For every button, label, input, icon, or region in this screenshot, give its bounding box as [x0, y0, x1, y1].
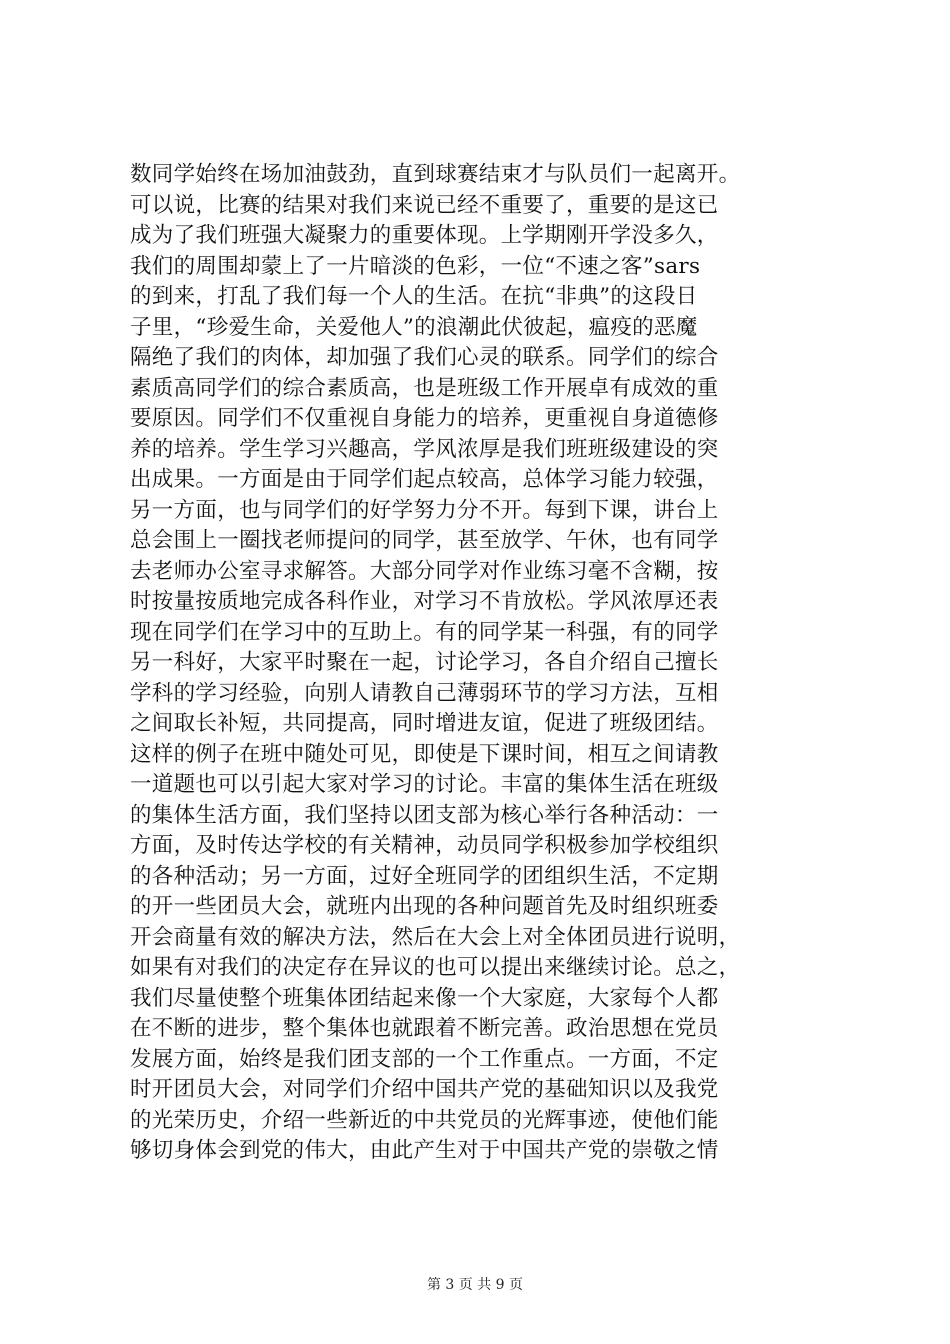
- text-line: 的开一些团员大会，就班内出现的各种问题首先及时组织班委: [130, 894, 719, 919]
- body-text: [130, 160, 830, 1167]
- text-line: 时按量按质地完成各科作业，对学习不肯放松。学风浓厚还表: [130, 589, 719, 614]
- text-line: 素质高同学们的综合素质高，也是班级工作开展卓有成效的重: [130, 375, 719, 401]
- text-line: 方面，及时传达学校的有关精神，动员同学积极参加学校组织: [130, 833, 719, 858]
- text-line: 现在同学们在学习中的互助上。有的同学某一科强，有的同学: [130, 619, 719, 645]
- text-line: 要原因。同学们不仅重视自身能力的培养，更重视自身道德修: [130, 406, 719, 431]
- text-line: 学科的学习经验，向别人请教自己薄弱环节的学习方法，互相: [130, 680, 719, 706]
- text-line: 出成果。一方面是由于同学们起点较高，总体学习能力较强，: [130, 467, 719, 492]
- text-line: 总会围上一圈找老师提问的同学，甚至放学、午休，也有同学: [130, 528, 719, 553]
- text-line: 如果有对我们的决定存在异议的也可以提出来继续讨论。总之，: [130, 955, 741, 980]
- text-line: 发展方面，始终是我们团支部的一个工作重点。一方面，不定: [130, 1046, 719, 1072]
- text-line: 可以说，比赛的结果对我们来说已经不重要了，重要的是这已: [130, 192, 719, 218]
- text-line: 时开团员大会，对同学们介绍中国共产党的基础知识以及我党: [130, 1077, 719, 1102]
- text-line: 之间取长补短，共同提高，同时增进友谊，促进了班级团结。: [130, 711, 719, 736]
- text-line: 我们的周围却蒙上了一片暗淡的色彩，一位“不速之客”sars: [130, 253, 701, 279]
- text-line: 够切身体会到党的伟大，由此产生对于中国共产党的崇敬之情: [130, 1138, 719, 1163]
- text-line: 的集体生活方面，我们坚持以团支部为核心举行各种活动：一: [130, 802, 719, 828]
- text-line: 这样的例子在班中随处可见，即使是下课时间，相互之间请教: [130, 741, 719, 767]
- text-line: 的到来，打乱了我们每一个人的生活。在抗“非典”的这段日: [130, 284, 698, 309]
- text-line: 隔绝了我们的肉体，却加强了我们心灵的联系。同学们的综合: [130, 345, 719, 370]
- text-line: 另一方面，也与同学们的好学努力分不开。每到下课，讲台上: [130, 497, 719, 523]
- text-line: 另一科好，大家平时聚在一起，讨论学习，各自介绍自己擅长: [130, 650, 719, 675]
- text-line: 一道题也可以引起大家对学习的讨论。丰富的集体生活在班级: [130, 772, 719, 797]
- text-line: 子里，“珍爱生命，关爱他人”的浪潮此伏彼起，瘟疫的恶魔: [130, 314, 698, 340]
- text-line: 开会商量有效的解决方法，然后在大会上对全体团员进行说明，: [130, 924, 741, 950]
- text-line: 去老师办公室寻求解答。大部分同学对作业练习毫不含糊，按: [130, 558, 719, 584]
- text-line: 在不断的进步，整个集体也就跟着不断完善。政治思想在党员: [130, 1016, 719, 1041]
- text-line: 我们尽量使整个班集体团结起来像一个大家庭，大家每个人都: [130, 985, 719, 1011]
- text-line: 成为了我们班强大凝聚力的重要体现。上学期刚开学没多久，: [130, 223, 719, 248]
- text-line: 数同学始终在场加油鼓劲，直到球赛结束才与队员们一起离开。: [130, 162, 741, 187]
- text-line: 养的培养。学生学习兴趣高，学风浓厚是我们班班级建设的突: [130, 436, 719, 462]
- text-line: 的光荣历史，介绍一些新近的中共党员的光辉事迹，使他们能: [130, 1107, 719, 1133]
- text-line: 的各种活动；另一方面，过好全班同学的团组织生活，不定期: [130, 863, 719, 889]
- page-number-footer: 第 3 页 共 9 页: [426, 1277, 524, 1293]
